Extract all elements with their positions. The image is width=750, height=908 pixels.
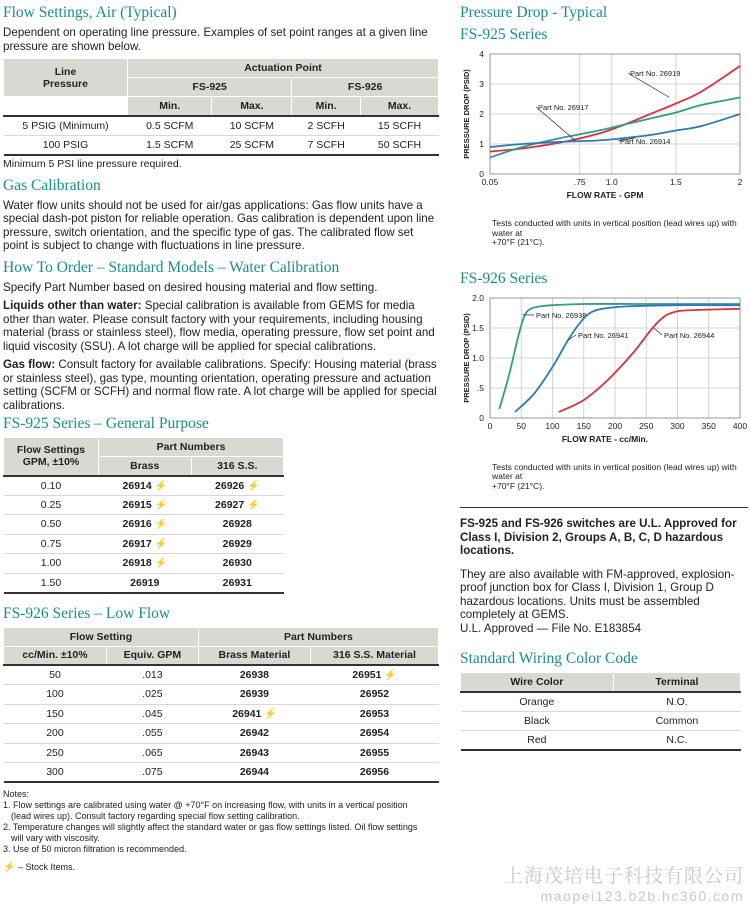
brass-part-cell: 26917 ⚡: [99, 534, 192, 554]
fs926-header-brass: Brass Material: [198, 646, 310, 665]
y-tick-label: 2.0: [472, 292, 484, 303]
series-label: Part No. 26944: [664, 330, 715, 340]
flow-cc-cell: 250: [4, 743, 107, 763]
x-tick-label: 350: [701, 420, 716, 431]
wiring-table: [460, 672, 741, 751]
lightning-bolt-icon: ⚡: [244, 499, 260, 511]
table-row: 100 PSIG 1.5 SCFM 25 SCFM 7 SCFH 50 SCFH: [4, 135, 439, 155]
x-tick-label: 300: [670, 420, 685, 431]
series-label: Part No. 26914: [620, 137, 671, 146]
fs926-part-table: [3, 627, 439, 784]
brass-part-cell: 26943: [198, 743, 310, 763]
order-section-title: How To Order – Standard Models – Water Calibration: [3, 258, 340, 276]
air-header-max: Max.: [212, 97, 292, 116]
pressure-drop-title: Pressure Drop - Typical: [460, 4, 608, 21]
gas-flow-paragraph: Gas flow: Consult factory for available calibrations. Specify: Housing material (brass or stainless steel), gas type, mounting orientation, operating pressure and actuation setting (SCFM or SCFH) and normal flow rate. A lot charge will be applied for special calibrations.: [3, 358, 437, 412]
ul-file-number: U.L. Approved — File No. E183854: [460, 621, 642, 635]
table-row: [4, 665, 439, 685]
series-leader-line: [654, 328, 662, 335]
ss-part-cell: 26956: [311, 763, 439, 783]
flow-cc-cell: 150: [4, 704, 107, 724]
equiv-gpm-cell: .075: [106, 763, 198, 783]
lightning-bolt-icon: ⚡: [151, 519, 167, 531]
flow-gpm-cell: 1.00: [4, 554, 99, 574]
equiv-gpm-cell: .045: [106, 704, 198, 724]
air-header-actuation: Actuation Point: [128, 59, 439, 78]
fs925-header-brass: Brass: [99, 457, 192, 476]
fs925-header-ss: 316 S.S.: [191, 457, 284, 476]
table-row: [4, 554, 284, 574]
series-label: Part No. 26919: [630, 69, 681, 78]
table-row: Black Common: [461, 711, 741, 731]
liquids-label: Liquids other than water:: [3, 299, 142, 312]
y-axis-label: PRESSURE DROP (PSID): [462, 69, 471, 159]
y-tick-label: 0: [479, 169, 484, 179]
fs926-header-ss: 316 S.S. Material: [311, 646, 439, 665]
ss-part-cell: 26929: [191, 534, 284, 554]
fs926-section-title: FS-926 Series – Low Flow: [3, 604, 171, 622]
notes-title: Notes:: [3, 789, 30, 799]
brass-part-cell: 26919: [99, 573, 192, 593]
right-column: [460, 4, 748, 751]
brass-part-cell: 26944: [198, 763, 310, 783]
equiv-gpm-cell: .013: [106, 665, 198, 685]
brass-part-cell: 26916 ⚡: [99, 515, 192, 535]
x-tick-label: 150: [576, 420, 591, 431]
y-tick-label: 0: [479, 412, 484, 423]
flow-cc-cell: 50: [4, 665, 107, 685]
lightning-bolt-icon: ⚡: [3, 862, 16, 873]
ss-part-cell: 26931: [191, 573, 284, 593]
air-header-min: Min.: [292, 97, 361, 116]
x-axis-label: FLOW RATE - cc/Min.: [561, 433, 649, 444]
air-header-fs926: FS-926: [292, 78, 439, 97]
air-header-max: Max.: [360, 97, 438, 116]
fs926-pressure-chart: [460, 292, 748, 460]
fs925-header-parts: Part Numbers: [99, 438, 284, 457]
flow-gpm-cell: 0.75: [4, 534, 99, 554]
gas-flow-label: Gas flow:: [3, 358, 56, 371]
table-row: [4, 743, 439, 763]
flow-gpm-cell: 0.25: [4, 495, 99, 515]
fs926-header-parts: Part Numbers: [198, 627, 438, 646]
lightning-bolt-icon: ⚡: [381, 670, 397, 681]
x-tick-label: 100: [545, 420, 560, 431]
brass-part-cell: 26938: [198, 665, 310, 685]
fs926-test-note: Tests conducted with units in vertical position (lead wires up) with water at +70°F (21°C).: [492, 461, 737, 491]
ss-part-cell: 26927 ⚡: [191, 495, 284, 515]
air-header-line-pressure: Line Pressure: [4, 59, 128, 97]
wiring-section-title: Standard Wiring Color Code: [460, 650, 638, 667]
series-label: Part No. 26941: [578, 330, 629, 340]
flow-gpm-cell: 0.50: [4, 515, 99, 535]
lightning-bolt-icon: ⚡: [261, 708, 277, 720]
y-tick-label: 1.0: [472, 352, 484, 363]
ss-part-cell: 26953: [311, 704, 439, 724]
x-tick-label: 200: [607, 420, 623, 431]
gas-text: Water flow units should not be used for air/gas applications: Gas flow units have a special dash-pot piston for reliable operation. Gas calibration is dependent upon line pressure, switch orientation, and the specific type of gas. The calibrated flow set point is subject to change with fluctuations in line pressure.: [3, 198, 435, 252]
fs926-header-flow: Flow Setting: [4, 627, 199, 646]
air-footnote: Minimum 5 PSI line pressure required.: [3, 157, 182, 170]
x-tick-label: 0: [487, 420, 493, 431]
x-tick-label: 50: [516, 420, 526, 431]
table-row: [4, 495, 284, 515]
table-row: [4, 704, 439, 724]
air-flow-table: [3, 58, 439, 156]
y-axis-label: PRESSURE DROP (PSID): [462, 312, 471, 403]
x-axis-label: FLOW RATE - GPM: [566, 190, 644, 200]
table-row: [4, 573, 284, 593]
fs925-section-title: FS-925 Series – General Purpose: [3, 415, 209, 432]
lightning-bolt-icon: ⚡: [151, 480, 167, 492]
series-line: [559, 308, 740, 411]
brass-part-cell: 26918 ⚡: [99, 554, 192, 574]
y-tick-label: 3: [479, 79, 484, 89]
fs925-header-flow: Flow Settings GPM, ±10%: [4, 438, 99, 476]
approval-block: [460, 507, 748, 635]
wiring-header-terminal: Terminal: [613, 673, 740, 692]
lightning-bolt-icon: ⚡: [151, 499, 167, 511]
series-label: Part No. 26938: [536, 310, 587, 320]
air-header-min: Min.: [128, 97, 212, 116]
watermark-company: 上海茂培电子科技有限公司: [503, 866, 744, 887]
series-line: [490, 114, 740, 147]
wiring-header-color: Wire Color: [461, 673, 614, 692]
equiv-gpm-cell: .025: [106, 685, 198, 705]
brass-part-cell: 26941 ⚡: [198, 704, 310, 724]
x-tick-label: .75: [573, 177, 586, 187]
x-tick-label: 1.5: [669, 177, 682, 187]
flow-cc-cell: 300: [4, 763, 107, 783]
fs925-pressure-chart: [460, 48, 748, 216]
fs925-test-note: Tests conducted with units in vertical position (lead wires up) with water at +70°F (21°C).: [492, 218, 737, 247]
y-tick-label: .5: [476, 382, 484, 393]
brass-part-cell: 26942: [198, 724, 310, 744]
air-header-fs925: FS-925: [128, 78, 292, 97]
equiv-gpm-cell: .055: [106, 724, 198, 744]
table-row: [4, 534, 284, 554]
fs925-chart-title: FS-925 Series: [460, 26, 548, 43]
fs926-chart-title: FS-926 Series: [460, 269, 548, 287]
ss-part-cell: 26954: [311, 724, 439, 744]
y-tick-label: 1: [479, 139, 484, 149]
watermark: [504, 861, 744, 904]
ss-part-cell: 26955: [311, 743, 439, 763]
air-section-title: Flow Settings, Air (Typical): [3, 4, 177, 21]
brass-part-cell: 26914 ⚡: [99, 476, 192, 496]
table-row: Orange N.O.: [461, 692, 741, 712]
watermark-url: maopei123.b2b.hc360.com: [540, 888, 744, 904]
y-tick-label: 1.5: [472, 322, 484, 333]
ss-part-cell: 26951 ⚡: [311, 665, 439, 685]
ss-part-cell: 26928: [191, 515, 284, 535]
air-intro: Dependent on operating line pressure. Examples of set point ranges at a given line pressure are shown below.: [3, 26, 428, 53]
fs926-header-cc: cc/Min. ±10%: [4, 646, 107, 665]
flow-gpm-cell: 0.10: [4, 476, 99, 496]
flow-cc-cell: 200: [4, 724, 107, 744]
fs926-header-gpm: Equiv. GPM: [106, 646, 198, 665]
brass-part-cell: 26915 ⚡: [99, 495, 192, 515]
table-row: 5 PSIG (Minimum) 0.5 SCFM 10 SCFM 2 SCFH 15 SCFH: [4, 116, 439, 136]
ss-part-cell: 26926 ⚡: [191, 476, 284, 496]
gas-section-title: Gas Calibration: [3, 176, 101, 194]
equiv-gpm-cell: .065: [106, 743, 198, 763]
table-row: Red N.C.: [461, 731, 741, 751]
x-tick-label: 400: [732, 420, 748, 431]
table-row: [4, 685, 439, 705]
liquids-paragraph: Liquids other than water: Special calibration is available from GEMS for media other than water. Please consult factory with your requirements, including housing material (brass or stainless steel), flow media, operating pressure, flow set point and liquid viscosity (SSU). A lot charge will be applied for special calibrations.: [3, 299, 435, 353]
notes: Notes: 1. Flow settings are calibrated using water @ +70°F on increasing flow, with units in a vertical position (lead wires up). Consult factory regarding special flow setting calibration. 2. Temperature changes will slightly affect the standard water or gas flow settings listed. Oil flow settings will vary with viscosity. 3. Use of 50 micron filtration is recommended. ⚡ – Stock Items.: [3, 789, 439, 873]
x-tick-label: 1.0: [605, 177, 618, 187]
ss-part-cell: 26952: [311, 685, 439, 705]
fs925-part-table: [3, 437, 284, 594]
series-label: Part No. 26917: [538, 103, 589, 112]
y-tick-label: 4: [479, 49, 484, 59]
table-row: [4, 515, 284, 535]
flow-gpm-cell: 1.50: [4, 573, 99, 593]
x-tick-label: 250: [639, 420, 654, 431]
table-row: [4, 763, 439, 783]
table-row: [4, 476, 284, 496]
left-column: [3, 4, 439, 873]
fm-approval-text: They are also available with FM-approved, explosion-proof junction box for Class I, Division 1, Group D hazardous locations. Units must be assembled completely at GEMS.: [460, 567, 735, 621]
flow-cc-cell: 100: [4, 685, 107, 705]
series-leader-line: [536, 107, 576, 141]
stock-legend: ⚡ – Stock Items.: [3, 862, 75, 873]
order-text: Specify Part Number based on desired housing material and flow setting.: [3, 280, 378, 294]
lightning-bolt-icon: ⚡: [151, 538, 167, 550]
lightning-bolt-icon: ⚡: [244, 480, 260, 492]
ss-part-cell: 26930: [191, 554, 284, 574]
x-tick-label: 0.05: [481, 177, 499, 187]
ul-approval-statement: FS-925 and FS-926 switches are U.L. Approved for Class I, Division 2, Groups A, B, C, D hazardous locations.: [460, 517, 737, 557]
lightning-bolt-icon: ⚡: [151, 558, 167, 570]
x-tick-label: 2: [737, 177, 743, 187]
brass-part-cell: 26939: [198, 685, 310, 705]
table-row: [4, 724, 439, 744]
y-tick-label: 2: [479, 109, 484, 119]
